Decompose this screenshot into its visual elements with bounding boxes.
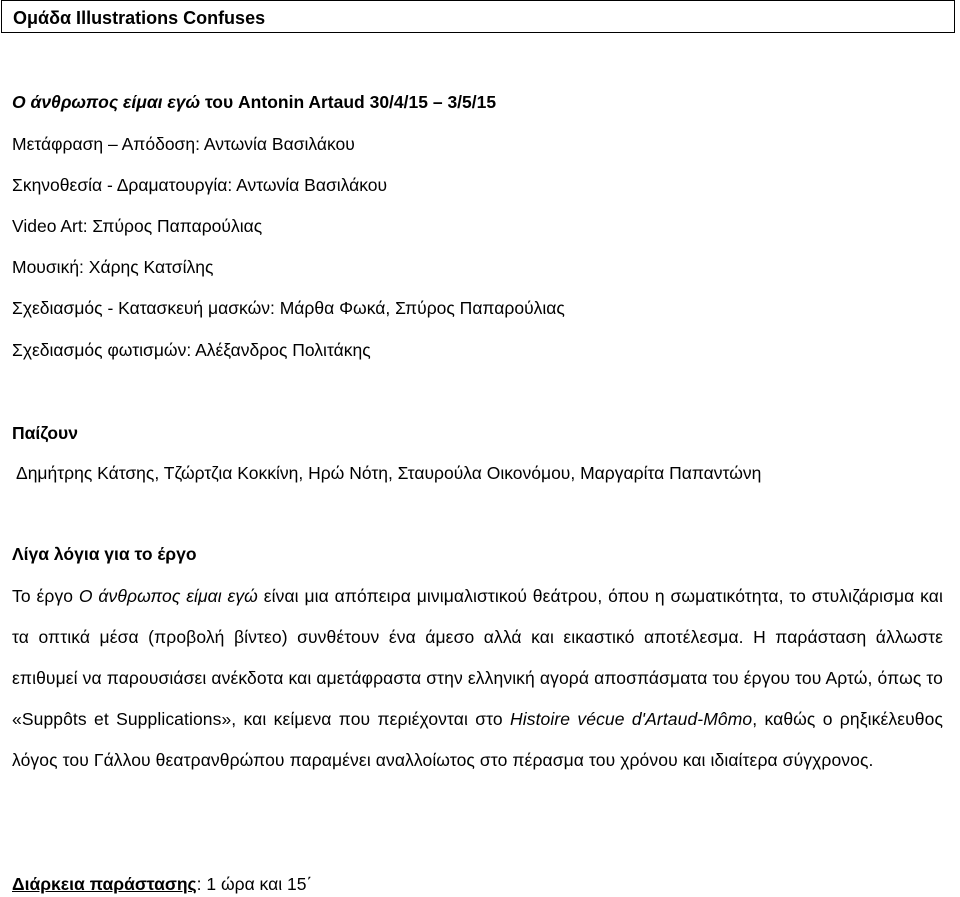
about-text-2: είναι μια απόπειρα μινιμαλιστικού θεάτρου, όπου η σωματικότητα, το στυλιζάρισμα και τα οπτικά μέσα (προβολή βίντεο) συνθέτουν ένα άμεσο αλλά και εικαστικό αποτέλεσμα. Η παράσταση άλλωστε επιθυμεί να παρουσιάσει ανέκδοτα και αμετάφραστα στην ελληνική αγορά αποσπάσματα του έργου του Αρτώ, όπως το «Suppôts et Supplications», και κείμενα που περιέχονται στο xyxy=(12,586,943,729)
credit-lighting: Σχεδιασμός φωτισμών: Αλέξανδρος Πολιτάκης xyxy=(12,340,371,360)
duration-value: : 1 ώρα και 15΄ xyxy=(196,874,313,894)
credit-translation: Μετάφραση – Απόδοση: Αντωνία Βασιλάκου xyxy=(12,134,355,154)
cast-names: Δημήτρης Κάτσης, Τζώρτζια Κοκκίνη, Ηρώ Νότη, Σταυρούλα Οικονόμου, Μαργαρίτα Παπαντώνη xyxy=(16,463,762,483)
about-text-italic-title: Ο άνθρωπος είμαι εγώ xyxy=(78,586,258,606)
cast-heading: Παίζουν xyxy=(12,423,78,443)
about-text-3: , καθώς ο ρηξικέλευθος λόγος του Γάλλου θεατρανθρώπου παραμένει αναλλοίωτος στο πέρασμα του χρόνου και ιδιαίτερα σύγχρονος. xyxy=(12,709,943,770)
production-title-rest: του Antonin Artaud 30/4/15 – 3/5/15 xyxy=(200,92,497,112)
about-paragraph xyxy=(12,576,943,781)
duration-line xyxy=(12,874,312,895)
about-text-italic-book: Histoire vécue d'Artaud-Mômo xyxy=(510,709,753,729)
credit-direction: Σκηνοθεσία - Δραματουργία: Αντωνία Βασιλάκου xyxy=(12,175,388,195)
credit-masks: Σχεδιασμός - Κατασκευή μασκών: Μάρθα Φωκά, Σπύρος Παπαρούλιας xyxy=(12,298,565,318)
credit-music: Μουσική: Χάρης Κατσίλης xyxy=(12,257,214,277)
duration-label: Διάρκεια παράστασης xyxy=(12,874,197,894)
production-title xyxy=(12,92,496,113)
credit-video-art: Video Art: Σπύρος Παπαρούλιας xyxy=(12,216,263,236)
about-text-1: Το έργο xyxy=(12,586,79,606)
about-heading: Λίγα λόγια για το έργο xyxy=(12,544,197,564)
production-title-italic: Ο άνθρωπος είμαι εγώ xyxy=(12,92,201,112)
page-title: Ομάδα Illustrations Confuses xyxy=(13,8,266,28)
header-box xyxy=(1,0,955,33)
